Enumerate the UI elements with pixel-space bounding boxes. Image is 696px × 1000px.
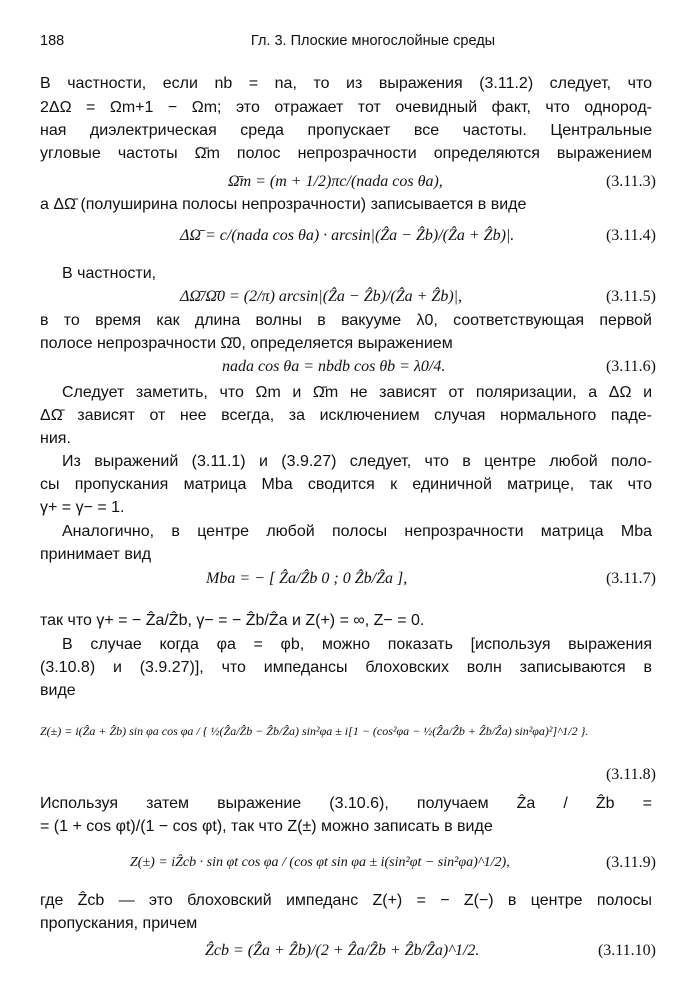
text-line: а ΔΩ̄ (полуширина полосы непрозрачности) записывается в виде — [40, 196, 527, 213]
page-header — [40, 33, 656, 55]
text-line: пропускания, причем — [40, 915, 198, 932]
equation-number: (3.11.9) — [605, 854, 656, 871]
equation-number: (3.11.7) — [605, 570, 656, 587]
text-line: в то время как длина волны в вакууме λ0, соответствующая первой — [40, 312, 652, 329]
equation-3-11-8: Z(±) = i(Ẑa + Ẑb) sin φa cos φa / { ½(Ẑa/Ẑb − Ẑb/Ẑa) sin²φa ± i[1 − (cos²φa − ½(Ẑa/Ẑb + Ẑb/Ẑa) sin²φa)²]^1/2 }. — [40, 724, 589, 738]
text-line: В частности, если nb = na, то из выражения (3.11.2) следует, что — [40, 75, 652, 92]
text-line: γ+ = γ− = 1. — [40, 499, 125, 516]
text-line: ния. — [40, 430, 71, 447]
equation-number: (3.11.3) — [605, 173, 656, 190]
text-line: виде — [40, 682, 76, 699]
text-line: сы пропускания матрица Mba сводится к единичной матрице, так что — [40, 476, 652, 493]
equation-number: (3.11.4) — [605, 227, 656, 244]
text-line: полосе непрозрачности Ω̄0, определяется выражением — [40, 335, 453, 352]
text-line: ная диэлектрическая среда пропускает все частоты. Центральные — [40, 122, 652, 139]
equation-number: (3.11.10) — [597, 942, 656, 959]
equation-3-11-9: Z(±) = iẐcb · sin φt cos φa / (cos φt sin φa ± i(sin²φt − sin²φa)^1/2), — [130, 855, 510, 870]
running-head: Гл. 3. Плоские многослойные среды — [250, 33, 496, 49]
equation-3-11-7: Mba = − [ Ẑa/Ẑb 0 ; 0 Ẑb/Ẑa ], — [206, 570, 408, 587]
text-line: В случае когда φa = φb, можно показать [используя выражения — [62, 636, 652, 653]
text-line: принимает вид — [40, 546, 152, 563]
equation-3-11-4: ΔΩ̄ = c/(nada cos θa) · arcsin|(Ẑa − Ẑb)/(Ẑa + Ẑb)|. — [180, 227, 515, 244]
equation-number: (3.11.5) — [605, 288, 656, 305]
text-line: 2ΔΩ = Ωm+1 − Ωm; это отражает тот очевидный факт, что однород- — [40, 99, 652, 116]
text-line: Следует заметить, что Ωm и Ω̄m не зависят от поляризации, а ΔΩ и — [62, 384, 652, 401]
text-line: угловые частоты Ω̄m полос непрозрачности определяются выражением — [40, 145, 652, 162]
text-line: В частности, — [62, 265, 157, 282]
equation-3-11-3: Ω̄m = (m + 1/2)πc/(nada cos θa), — [228, 173, 443, 190]
equation-number: (3.11.8) — [605, 766, 656, 783]
text-line: ΔΩ̄ зависят от нее всегда, за исключением случая нормального паде- — [40, 407, 652, 424]
equation-3-11-6: nada cos θa = nbdb cos θb = λ0/4. — [222, 358, 446, 375]
equation-3-11-10: Ẑcb = (Ẑa + Ẑb)/(2 + Ẑa/Ẑb + Ẑb/Ẑa)^1/2. — [205, 942, 480, 959]
text-line: (3.10.8) и (3.9.27)], что импедансы блоховских волн записываются в — [40, 659, 652, 676]
equation-3-11-5: ΔΩ̄/Ω̄0 = (2/π) arcsin|(Ẑa − Ẑb)/(Ẑa + Ẑb)|, — [180, 288, 463, 305]
text-line: где Ẑcb — это блоховский импеданс Z(+) = − Z(−) в центре полосы — [40, 892, 652, 909]
equation-number: (3.11.6) — [605, 358, 656, 375]
text-line: так что γ+ = − Ẑa/Ẑb, γ− = − Ẑb/Ẑa и Z(+) = ∞, Z− = 0. — [40, 612, 425, 629]
text-line: Из выражений (3.11.1) и (3.9.27) следует, что в центре любой поло- — [62, 453, 652, 470]
page-number: 188 — [40, 33, 65, 49]
text-line: Аналогично, в центре любой полосы непрозрачности матрица Mba — [62, 523, 652, 540]
text-line: = (1 + cos φt)/(1 − cos φt), так что Z(±) можно записать в виде — [40, 818, 493, 835]
text-line: Используя затем выражение (3.10.6), получаем Ẑa / Ẑb = — [40, 795, 652, 812]
